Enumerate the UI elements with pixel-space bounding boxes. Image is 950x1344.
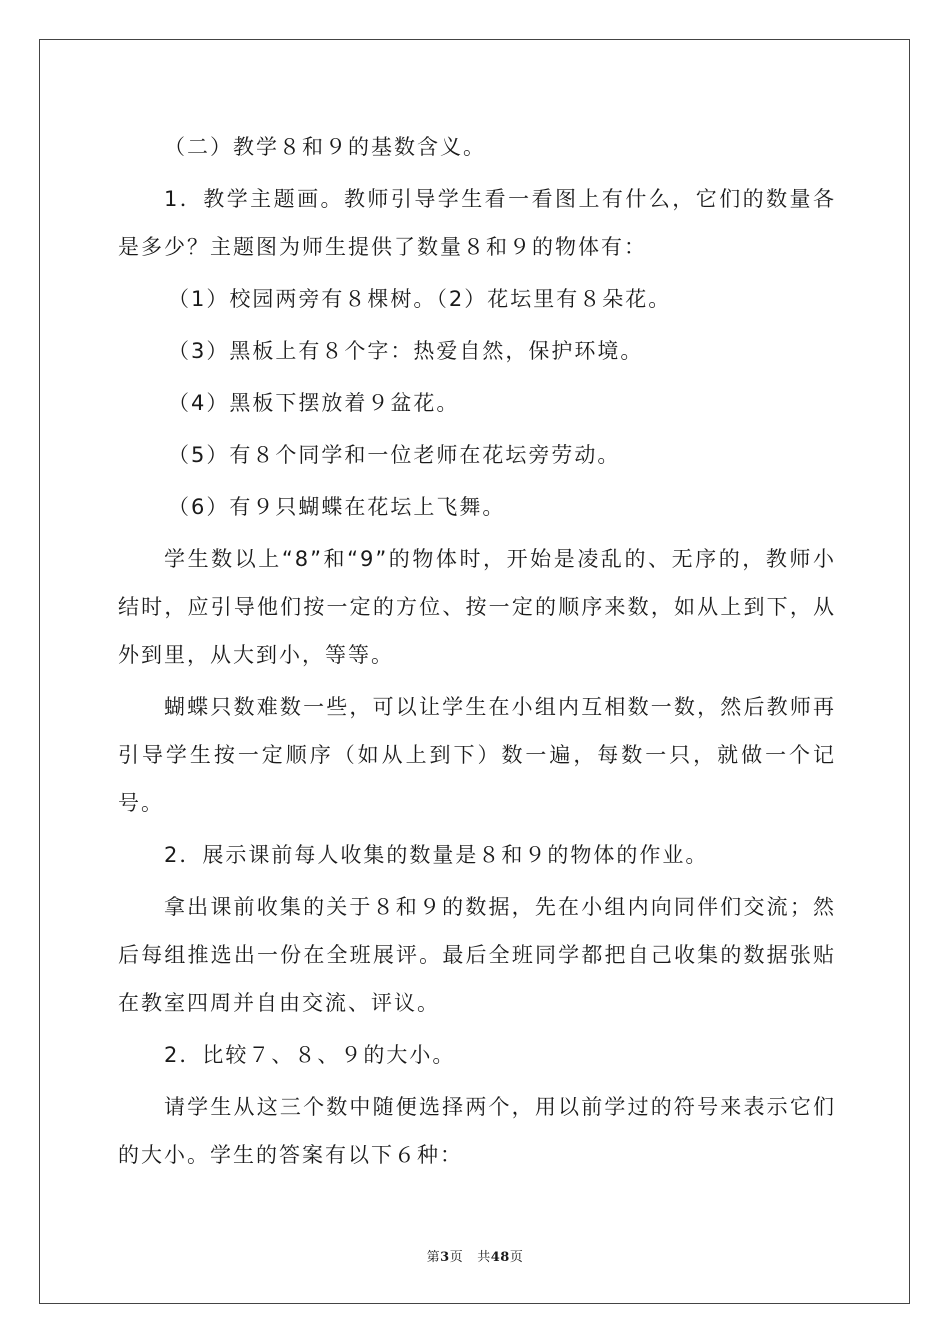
section-heading: （二）教学８和９的基数含义。 xyxy=(164,135,486,159)
total-prefix: 共 xyxy=(477,1250,491,1265)
paragraph: 学生数以上“8”和“9”的物体时，开始是凌乱的、无序的，教师小结时，应引导他们按一定的方位、按一定的顺序来数，如从上到下，从外到里，从大到小，等等。 xyxy=(118,547,836,667)
total-pages: 48 xyxy=(490,1250,510,1265)
document-body xyxy=(118,123,836,1179)
paragraph: 1．教学主题画。教师引导学生看一看图上有什么，它们的数量各是多少？主题图为师生提供了数量８和９的物体有： xyxy=(118,187,836,259)
paragraph: 2．比较７、８、９的大小。 xyxy=(164,1043,456,1067)
paragraph: 拿出课前收集的关于８和９的数据，先在小组内向同伴们交流；然后每组推选出一份在全班展评。最后全班同学都把自己收集的数据张贴在教室四周并自由交流、评议。 xyxy=(118,895,836,1015)
page-unit: 页 xyxy=(449,1250,464,1265)
list-item: （5）有８个同学和一位老师在花坛旁劳动。 xyxy=(168,443,621,467)
page-prefix: 第 xyxy=(426,1250,441,1265)
paragraph: 2．展示课前每人收集的数量是８和９的物体的作业。 xyxy=(164,843,709,867)
page-number: 3 xyxy=(440,1250,450,1265)
total-unit: 页 xyxy=(509,1250,524,1265)
list-item: （4）黑板下摆放着９盆花。 xyxy=(168,391,460,415)
paragraph: 蝴蝶只数难数一些，可以让学生在小组内互相数一数，然后教师再引导学生按一定顺序（如从上到下）数一遍，每数一只，就做一个记号。 xyxy=(118,695,836,815)
list-item: （1）校园两旁有８棵树。（2）花坛里有８朵花。 xyxy=(168,287,672,311)
paragraph: 请学生从这三个数中随便选择两个，用以前学过的符号来表示它们的大小。学生的答案有以下６种： xyxy=(118,1095,836,1167)
page-footer xyxy=(0,1246,950,1265)
list-item: （6）有９只蝴蝶在花坛上飞舞。 xyxy=(168,495,506,519)
list-item: （3）黑板上有８个字：热爱自然，保护环境。 xyxy=(168,339,644,363)
